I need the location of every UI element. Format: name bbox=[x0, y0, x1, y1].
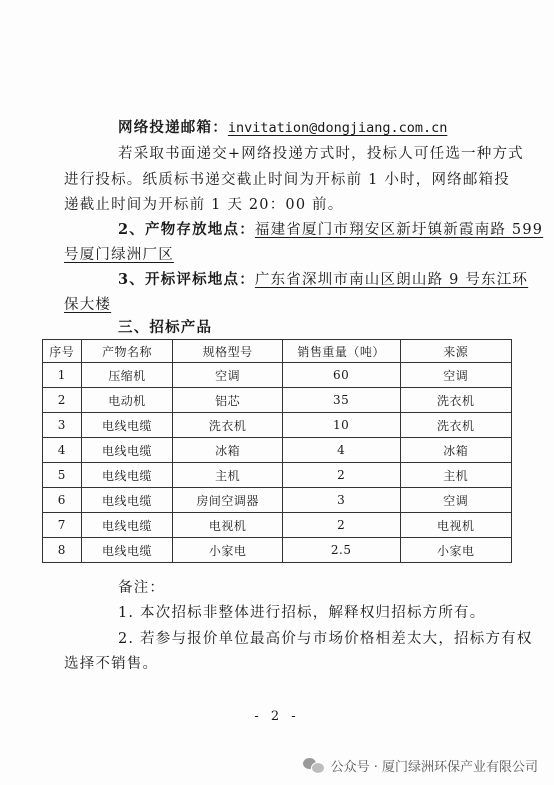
cell-source: 冰箱 bbox=[400, 438, 511, 463]
cell-product: 电线电缆 bbox=[81, 463, 173, 488]
wechat-icon bbox=[303, 757, 325, 773]
table-header-row bbox=[43, 340, 512, 363]
cell-index: 3 bbox=[43, 413, 82, 438]
cell-index: 4 bbox=[43, 438, 82, 463]
col-header-source: 来源 bbox=[400, 340, 511, 363]
cell-index: 1 bbox=[43, 363, 82, 388]
section-title: 三、招标产品 bbox=[118, 319, 213, 336]
page-number: - 2 - bbox=[254, 709, 300, 724]
cell-spec: 房间空调器 bbox=[173, 488, 282, 513]
cell-spec: 空调 bbox=[173, 363, 282, 388]
cell-index: 8 bbox=[43, 538, 82, 563]
cell-product: 电动机 bbox=[81, 388, 173, 413]
email-line bbox=[118, 116, 447, 137]
col-header-weight: 销售重量（吨） bbox=[282, 340, 400, 363]
table-row bbox=[43, 413, 512, 438]
email-address[interactable]: invitation@dongjiang.com.cn bbox=[227, 120, 448, 136]
paragraph-line: 若采取书面递交+网络投递方式时，投标人可任选一种方式 bbox=[118, 146, 524, 162]
cell-spec: 小家电 bbox=[173, 538, 282, 563]
col-header-product: 产物名称 bbox=[81, 340, 173, 363]
cell-index: 6 bbox=[43, 488, 82, 513]
cell-product: 压缩机 bbox=[81, 363, 173, 388]
cell-spec: 主机 bbox=[173, 463, 282, 488]
email-label: 网络投递邮箱： bbox=[118, 119, 228, 136]
note-item: 1. 本次招标非整体进行招标，解释权归招标方所有。 bbox=[118, 605, 486, 621]
cell-source: 空调 bbox=[400, 363, 511, 388]
cell-spec: 铝芯 bbox=[173, 388, 282, 413]
storage-value-cont: 号厦门绿洲厂区 bbox=[64, 247, 174, 263]
storage-label: 2、产物存放地点： bbox=[118, 221, 255, 238]
cell-product: 电线电缆 bbox=[81, 488, 173, 513]
cell-weight: 10 bbox=[282, 413, 400, 438]
table-row bbox=[43, 538, 512, 563]
cell-source: 洗衣机 bbox=[400, 413, 511, 438]
cell-weight: 2.5 bbox=[282, 538, 400, 563]
product-table bbox=[42, 339, 512, 563]
cell-index: 7 bbox=[43, 513, 82, 538]
footer-text: 公众号 · 厦门绿洲环保产业有限公司 bbox=[330, 759, 538, 775]
cell-index: 5 bbox=[43, 463, 82, 488]
cell-spec: 电视机 bbox=[173, 513, 282, 538]
note-item: 2. 若参与报价单位最高价与市场价格相差太大，招标方有权 bbox=[118, 631, 533, 647]
venue-value: 广东省深圳市南山区朗山路 9 号东江环 bbox=[254, 272, 529, 288]
table-row bbox=[43, 388, 512, 413]
table-row bbox=[43, 488, 512, 513]
venue-value-cont: 保大楼 bbox=[64, 297, 112, 313]
cell-source: 洗衣机 bbox=[400, 388, 511, 413]
venue-label: 3、开标评标地点： bbox=[118, 271, 255, 288]
col-header-spec: 规格型号 bbox=[173, 340, 282, 363]
cell-weight: 4 bbox=[282, 438, 400, 463]
venue-location bbox=[118, 268, 528, 289]
table-row bbox=[43, 363, 512, 388]
cell-source: 小家电 bbox=[400, 538, 511, 563]
cell-weight: 2 bbox=[282, 463, 400, 488]
cell-weight: 3 bbox=[282, 488, 400, 513]
cell-source: 电视机 bbox=[400, 513, 511, 538]
storage-value: 福建省厦门市翔安区新圩镇新霞南路 599 bbox=[254, 222, 544, 238]
cell-product: 电线电缆 bbox=[81, 438, 173, 463]
cell-product: 电线电缆 bbox=[81, 513, 173, 538]
paragraph-line: 递截止时间为开标前 1 天 20：00 前。 bbox=[64, 197, 344, 213]
table-row bbox=[43, 513, 512, 538]
cell-product: 电线电缆 bbox=[81, 413, 173, 438]
table-row bbox=[43, 463, 512, 488]
cell-spec: 洗衣机 bbox=[173, 413, 282, 438]
paragraph-line: 进行投标。纸质标书递交截止时间为开标前 1 小时，网络邮箱投 bbox=[64, 172, 510, 188]
cell-weight: 2 bbox=[282, 513, 400, 538]
col-header-index: 序号 bbox=[43, 340, 82, 363]
note-item-cont: 选择不销售。 bbox=[64, 656, 159, 672]
cell-spec: 冰箱 bbox=[173, 438, 282, 463]
cell-weight: 60 bbox=[282, 363, 400, 388]
notes-title: 备注： bbox=[118, 580, 166, 596]
table-row bbox=[43, 438, 512, 463]
cell-weight: 35 bbox=[282, 388, 400, 413]
cell-source: 空调 bbox=[400, 488, 511, 513]
wechat-footer bbox=[0, 745, 554, 785]
cell-index: 2 bbox=[43, 388, 82, 413]
storage-location bbox=[118, 218, 543, 239]
cell-source: 主机 bbox=[400, 463, 511, 488]
cell-product: 电线电缆 bbox=[81, 538, 173, 563]
